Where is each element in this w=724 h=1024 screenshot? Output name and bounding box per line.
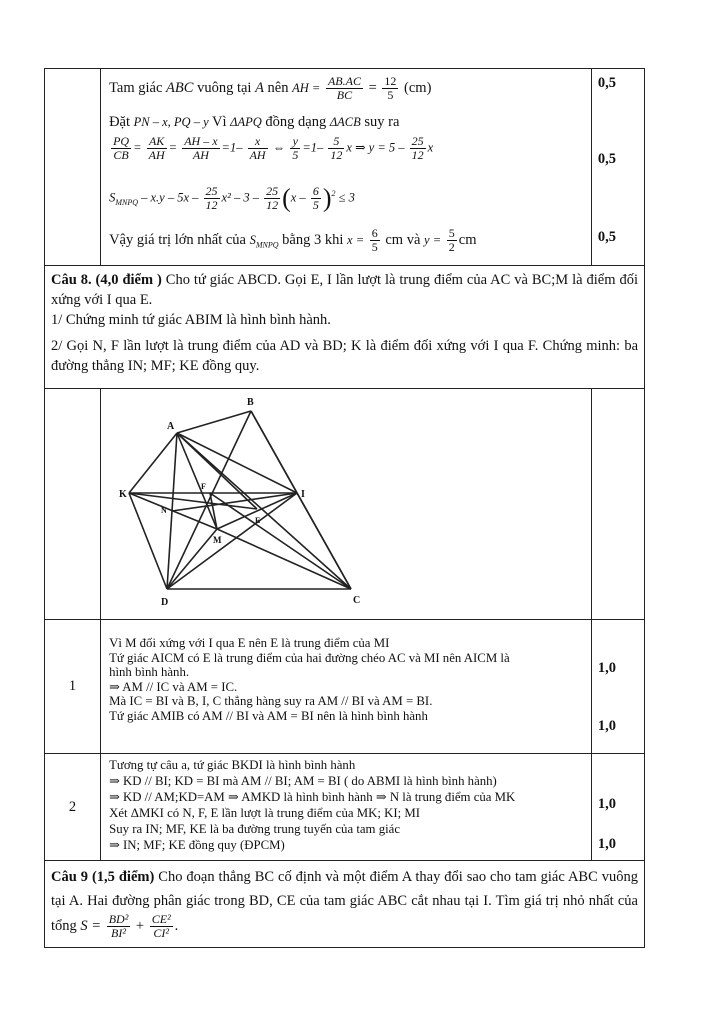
label-e: E [255,516,261,525]
text: PN – x, PQ – y [133,115,209,129]
part1-content-cell [101,620,592,754]
text: x – [290,190,306,205]
text: Đặt [109,114,131,130]
line-area-bound: $S_{MNPQ} - x.y - 5x$ – $\frac{25}{12}$ x² – 3 – $\frac{25}{12}$ (x – $\frac{6}{5}$ )$^2$ ≤ 3 [109,183,355,213]
part2-num-cell [45,754,101,861]
text: + [135,917,145,934]
answer-sheet [44,68,645,948]
text: x [427,140,434,155]
figure-lines [129,411,351,589]
text: bằng 3 khi [278,231,348,248]
row1-content-cell [101,69,592,266]
label-n: N [161,506,167,515]
text: ΔAPQ [230,115,262,129]
score: 0,5 [597,151,617,167]
text: ABC [166,79,194,96]
text: A [255,79,264,96]
fraction: $\frac{25}{12}$ [205,184,218,212]
text: S [249,232,256,247]
solution-line: ⇒ KD // BI; KD = BI mà AM // BI; AM = BI ( do ABMI là hình bình hành) [109,774,497,788]
question-title: Câu 8. (4,0 điểm ) [51,272,162,288]
row1-num-cell [45,69,101,266]
text: S [109,190,116,205]
question-part-2: 2/ Gọi N, F lần lượt là trung điểm của AD và BD; K là điểm đối xứng với I qua F. Chứng minh: ba đường thẳng IN; MF; KE đồng quy. [51,338,638,374]
fraction: $\frac{6}{5}$ [312,184,319,212]
text: đồng dạng [261,114,330,130]
row-question-9 [45,861,645,948]
text: x² – 3 – [221,190,259,205]
text: suy ra [360,114,400,130]
text: =1– [302,140,324,155]
fraction: $\frac{25}{12}$ [411,134,424,162]
text: nên [263,79,293,96]
solution-line: ⇒ AM // IC và AM = IC. [109,679,238,694]
text: y = [424,232,442,247]
text: – x.y – 5x – [141,190,199,205]
text: MNPQ [255,240,279,250]
text: ⇔ [272,140,286,155]
text: cm và [381,231,425,248]
question-text: Cho tứ giác ABCD. Gọi E, I lần lượt là trung điểm của AC và BC;M là điểm đối xứng với I qua E. [51,272,638,308]
fraction: $\frac{AB.AC}{BC}$ [327,74,361,102]
solution-line: Vì M đối xứng với I qua E nên E là trung điểm của MI [109,636,390,650]
text: cm [458,231,477,248]
line-set-variables [109,113,399,131]
text: =1– [221,140,243,155]
label-i: I [301,489,305,500]
line-similarity-ratio: $\frac{PQ}{CB}$ = $\frac{AK}{AH}$ = $\frac{AH - x}{AH}$ =1– $\frac{x}{AH}$ ⇔ $\frac{y}{5}$ =1– $\frac{5}{12}$ x ⇒ y = 5 – $\frac{25}{12}$ x [113,134,434,162]
solution-line: Tứ giác AMIB có AM // BI và AM = BI nên là hình bình hành [109,708,428,723]
segment-mf [210,493,217,529]
fraction: $\frac{5}{12}$ [330,134,343,162]
question-text: Cho đoạn thẳng BC cố định và một điểm A thay đổi sao cho tam giác ABC vuông tại A. Hai đường phân giác trong BD, CE của tam giác ABC cắt nhau tại I. Tìm giá trị nhỏ nhất của tổng [51,869,638,934]
solution-line: ⇒ IN; MF; KE đồng quy (ĐPCM) [109,838,285,852]
row-part-2 [45,754,645,861]
part2-content-cell [101,754,592,861]
fraction: $\frac{y}{5}$ [292,134,299,162]
text: S = [80,917,102,934]
solution-line: Xét ΔMKI có N, F, E lần lượt là trung điểm của MK; KI; MI [109,806,420,820]
q8-cell [45,266,645,389]
figure-num-cell [45,389,101,620]
fraction: $\frac{6}{5}$ [371,226,378,254]
question-title: Câu 9 (1,5 điểm) [51,869,155,885]
part2-score-cell [591,754,644,861]
question-part-1: 1/ Chứng minh tứ giác ABIM là hình bình hành. [51,312,331,328]
row-part-1 [45,620,645,754]
grading-table [44,68,645,948]
row-previous-question [45,69,645,266]
segment-md [167,529,217,589]
part-number: 1 [68,678,77,694]
part-number: 2 [68,798,77,815]
label-a: A [167,421,175,432]
fraction: $\frac{\text{CE²}}{\text{CI²}}$ [151,912,171,940]
figure-score-cell [591,389,644,620]
text: MNPQ [115,197,138,207]
solution-line: Suy ra IN; MF, KE là ba đường trung tuyến của tam giác [109,822,401,836]
solution-line: Mà IC = BI và B, I, C thẳng hàng suy ra AM // BI và AM = BI. [109,694,433,708]
part1-num-cell [45,620,101,754]
text: AH = [292,80,321,95]
label-d: D [161,597,169,608]
text: x ⇒ y = 5 – [346,140,405,155]
solution-line: Tương tự câu a, tứ giác BKDI là hình bình hành [109,758,356,772]
row-figure [45,389,645,620]
label-b: B [247,397,254,408]
row-question-8 [45,266,645,389]
text: Vì [208,114,231,130]
segment-mc [217,529,351,589]
q9-cell [45,861,645,948]
text: Tam giác [109,79,167,96]
label-c: C [353,595,361,606]
score: 0,5 [597,75,617,91]
fraction: $\frac{5}{2}$ [448,226,455,254]
fraction: $\frac{25}{12}$ [266,184,279,212]
solution-line: hình bình hành. [109,665,190,679]
fraction: $\frac{PQ}{CB}$ [113,134,130,162]
score: 1,0 [597,836,617,852]
score: 1,0 [597,718,617,734]
segment-ic [297,493,351,589]
text: = [368,79,377,96]
text: vuông tại [193,79,256,96]
fraction: $\frac{\text{BD²}}{\text{BI²}}$ [108,912,129,940]
text: ΔACB [329,115,361,129]
text: Vậy giá trị lớn nhất của [109,231,250,248]
text: . [174,917,179,934]
score: 1,0 [597,796,617,812]
fraction: $\frac{AK}{AH}$ [148,134,165,162]
line-right-triangle [109,75,431,102]
segment-ka [129,433,177,493]
part1-score-cell [591,620,644,754]
solution-line: ⇒ KD // AM;KD=AM ⇒ AMKD là hình bình hành ⇒ N là trung điểm của MK [109,790,516,804]
figure-cell [101,389,592,620]
text: x = [347,232,365,247]
row1-score-cell [591,69,644,266]
geometry-figure [101,389,591,620]
score: 0,5 [597,229,617,245]
fraction: $\frac{AH - x}{AH}$ [184,134,218,162]
line-max-value [109,227,476,255]
label-f: F [201,482,206,491]
text: (cm) [404,79,432,96]
label-k: K [119,489,127,500]
score: 1,0 [597,660,617,676]
solution-line: Tứ giác AICM có E là trung điểm của hai đường chéo AC và MI nên AICM là [109,650,510,665]
text: ≤ 3 [338,190,355,205]
fraction: $\frac{x}{AH}$ [249,134,266,162]
label-m: M [213,535,222,545]
segment-ab [177,411,251,433]
fraction: $\frac{12}{5}$ [384,74,397,102]
